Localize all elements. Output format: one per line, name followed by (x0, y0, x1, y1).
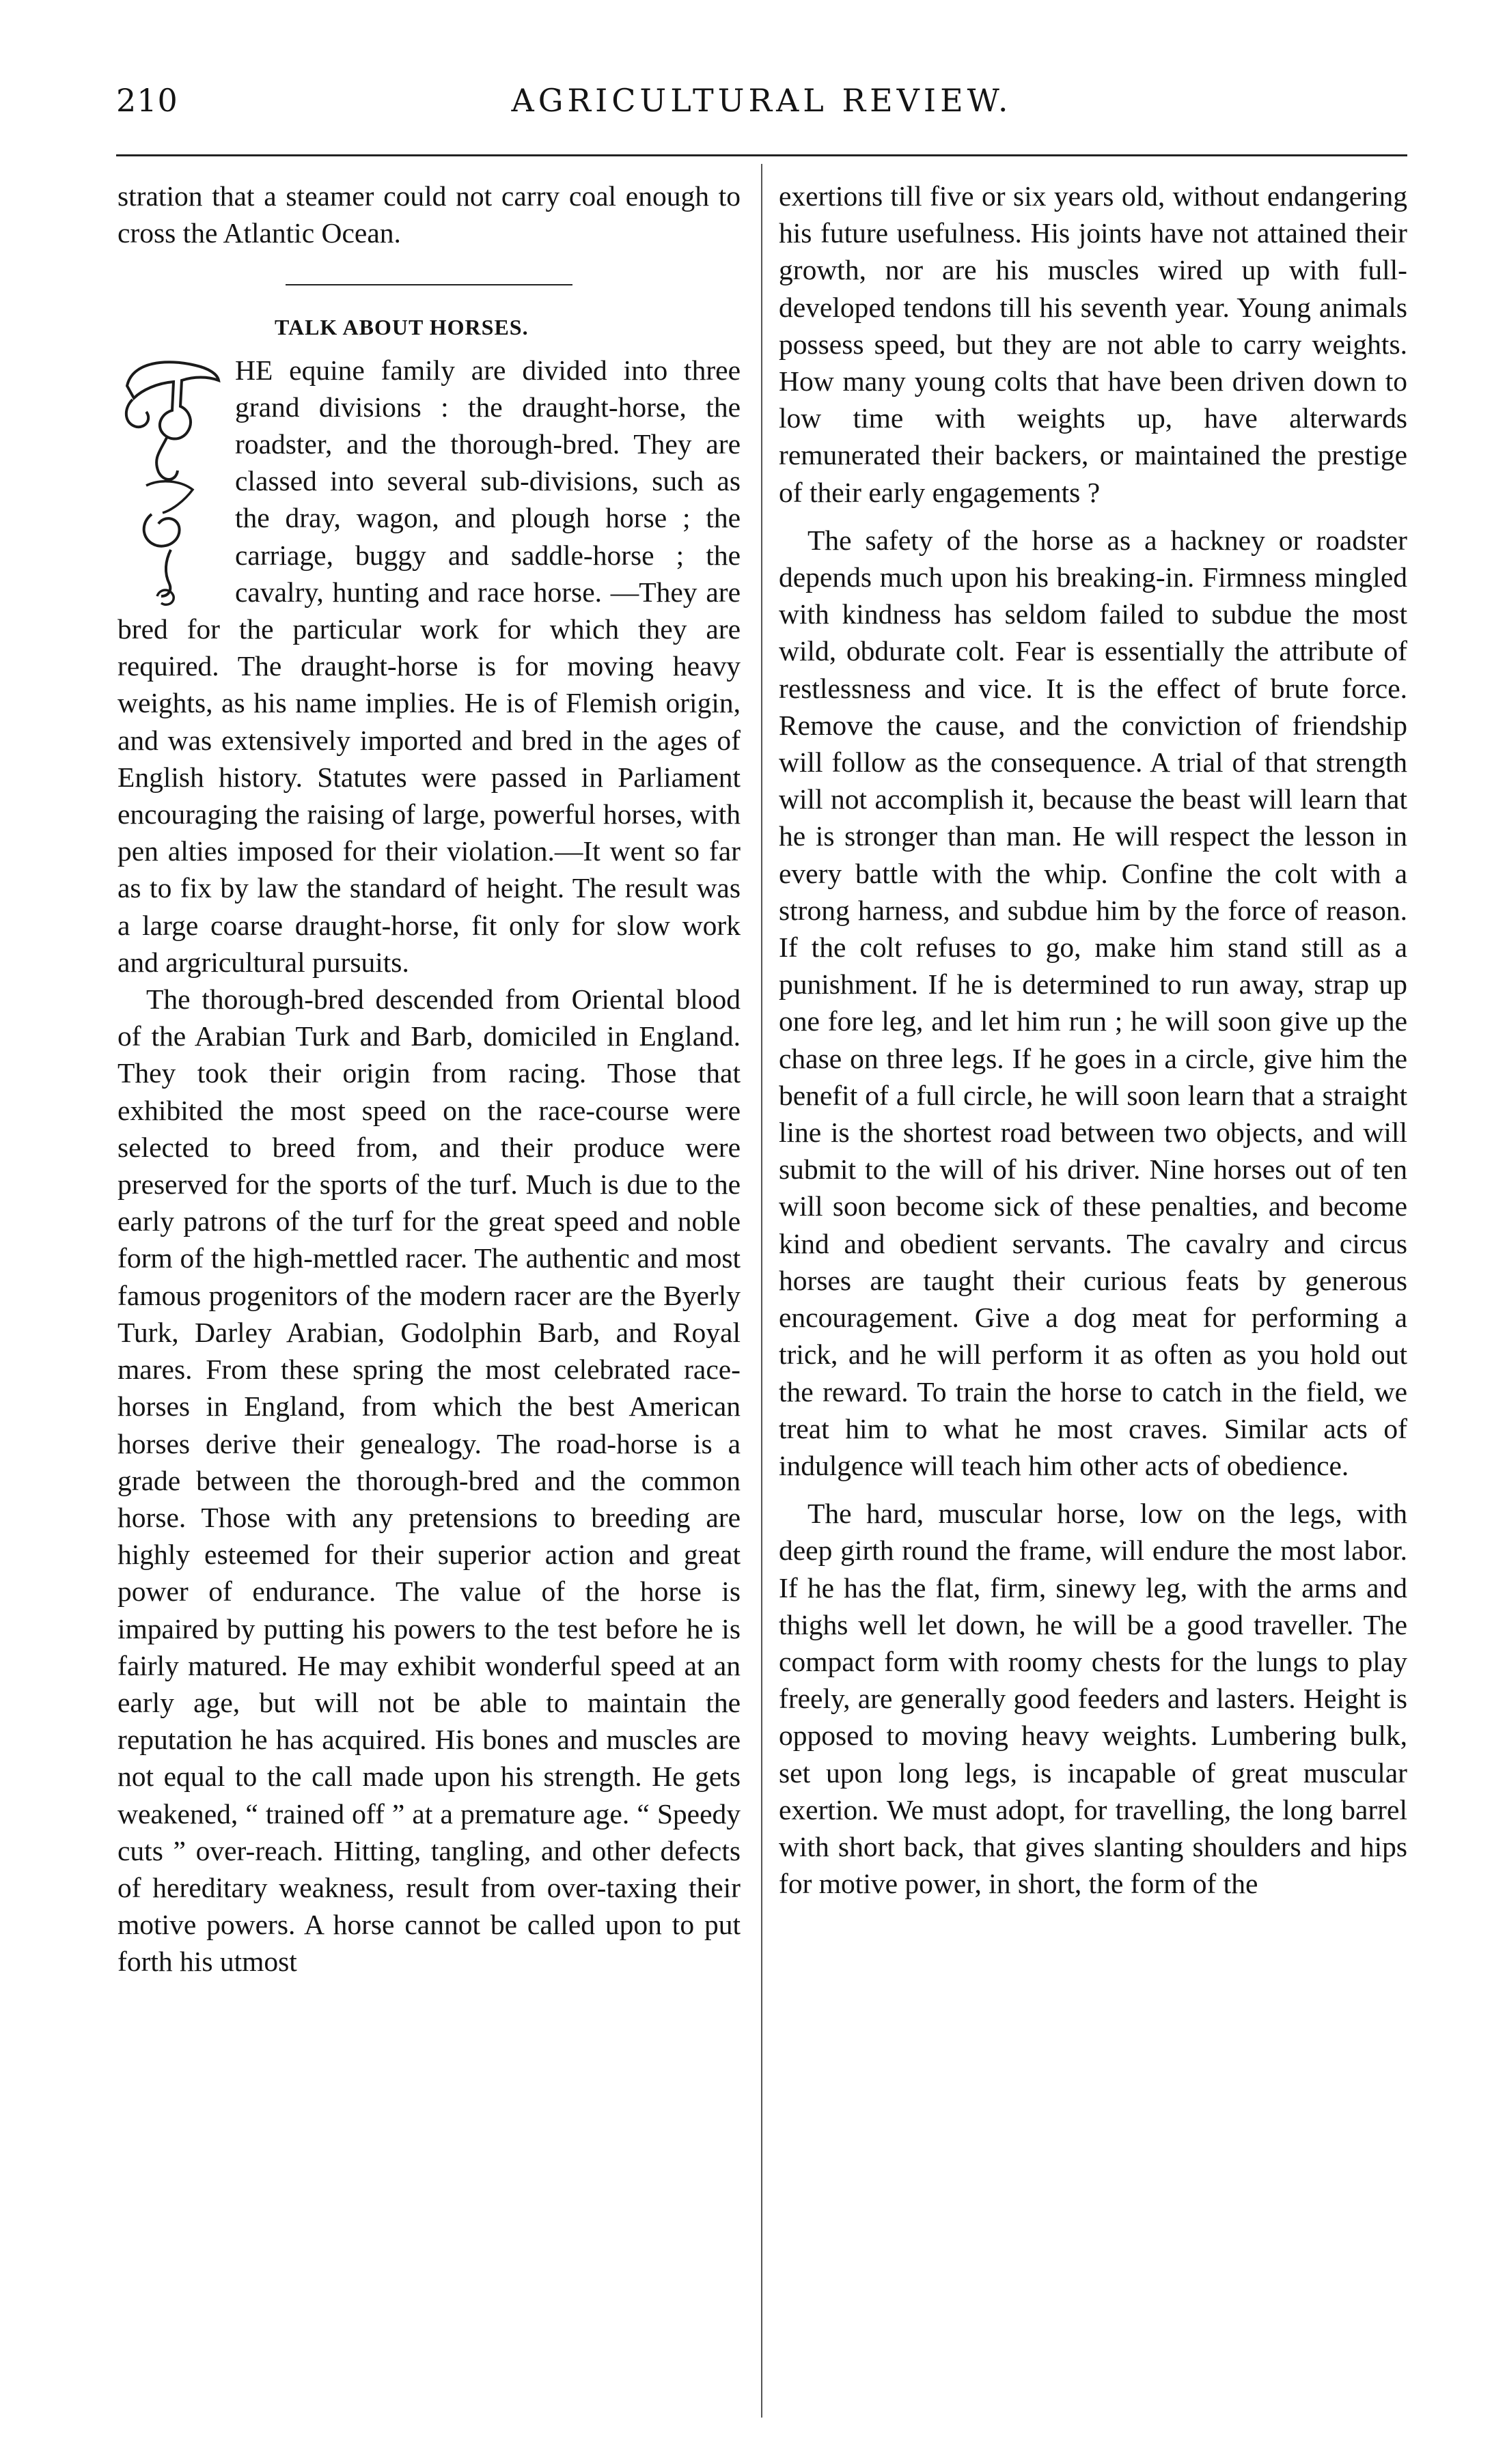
page-header (116, 82, 1407, 137)
header-rule (116, 154, 1407, 156)
section-divider (286, 284, 572, 285)
paragraph-5: The hard, muscular horse, low on the legs, with deep girth round the frame, will endure the most labor. If he has the flat, firm, sinewy leg, with the arms and thighs well let down, he will be a good traveller. The compact form with roomy chests for the lungs to play freely, are generally good feeders and lasters. Height is opposed to moving heavy weights. Lumbering bulk, set upon long legs, is incapable of great muscular exertion. We must adopt, for travelling, the long barrel with short back, that gives slanting shoulders and hips for motive power, in short, the form of the (779, 1498, 1407, 1900)
right-column (779, 178, 1407, 1902)
paragraph-1: HE equine family are divided into three grand divisions : the draught-horse, the roadster, and the thorough-bred. They are classed into several sub-divisions, such as the dray, wagon, and plough horse ; the carriage, buggy and saddle-horse ; the cavalry, hunting and race horse. —They are bred for the particular work for which they are required. The draught-horse is for moving heavy weights, as his name implies. He is of Flemish origin, and was extensively imported and bred in the ages of English history. Statutes were passed in Parliament encouraging the raising of large, powerful horses, with pen alties imposed for their violation.—It went so far as to fix by law the standard of height. The result was a large coarse draught-horse, fit only for slow work and argricultural pursuits. (118, 354, 741, 978)
ornamental-t-icon (119, 356, 221, 610)
page-number: 210 (116, 82, 178, 119)
column-divider (761, 164, 762, 2418)
section-title: TALK ABOUT HORSES. (275, 315, 529, 340)
continuation-text: stration that a steamer could not carry coal enough to cross the Atlantic Ocean. (118, 180, 741, 249)
paragraph-3: exertions till five or six years old, without endangering his future usefulness. His joints have not attained their growth, nor are his muscles wired up with full-developed tendons till his seventh year. Young animals possess speed, but they are not able to carry weights. How many young colts that have been driven down to low time with weights up, have alterwards remunerated their backers, or maintained the prestige of their early engagements ? (779, 180, 1407, 508)
left-column (118, 178, 741, 1980)
paragraph-2: The thorough-bred descended from Oriental blood of the Arabian Turk and Barb, domiciled in England. They took their origin from racing. Those that exhibited the most speed on the race-course were selected to breed from, and their produce were preserved for the sports of the turf. Much is due to the early patrons of the turf for the great speed and noble form of the high-mettled racer. The authentic and most famous progenitors of the modern racer are the Byerly Turk, Darley Arabian, Godolphin Barb, and Royal mares. From these spring the most celebrated race-horses in England, from which the best American horses derive their genealogy. The road-horse is a grade between the thorough-bred and the common horse. Those with any pretensions to breeding are highly esteemed for their superior action and great power of endurance. The value of the horse is impaired by putting his powers to the test before he is fairly matured. He may exhibit wonderful speed at an early age, but will not be able to maintain the reputation he has acquired. His bones and muscles are not equal to the call made upon his strength. He gets weakened, “ trained off ” at a premature age. “ Speedy cuts ” over-reach. Hitting, tangling, and other defects of hereditary weakness, result from over-taxing their motive powers. A horse cannot be called upon to put forth his utmost (118, 983, 741, 1978)
drop-cap-letter (119, 356, 221, 610)
running-title: AGRICULTURAL REVIEW. (511, 82, 1012, 119)
paragraph-4: The safety of the horse as a hackney or roadster depends much upon his breaking-in. Firmness mingled with kindness has seldom failed to subdue the most wild, obdurate colt. Fear is essentially the attribute of restlessness and vice. It is the effect of brute force. Remove the cause, and the conviction of friendship will follow as the consequence. A trial of that strength will not accomplish it, because the beast will learn that he is stronger than man. He will respect the lesson in every battle with the whip. Confine the colt with a strong harness, and subdue him by the force of reason. If the colt refuses to go, make him stand still as a punishment. If he is determined to run away, strap up one fore leg, and let him run ; he will soon give up the chase on three legs. If he goes in a circle, give him the benefit of a full circle, he will soon learn that a straight line is the shortest road between two objects, and will submit to the will of his driver. Nine horses out of ten will soon become sick of these penalties, and become kind and obedient servants. The cavalry and circus horses are taught their curious feats by generous encouragement. Give a dog meat for performing a trick, and he will perform it as often as you hold out the reward. To train the horse to catch in the field, we treat him to what he most craves. Similar acts of indulgence will teach him other acts of obedience. (779, 524, 1407, 1481)
